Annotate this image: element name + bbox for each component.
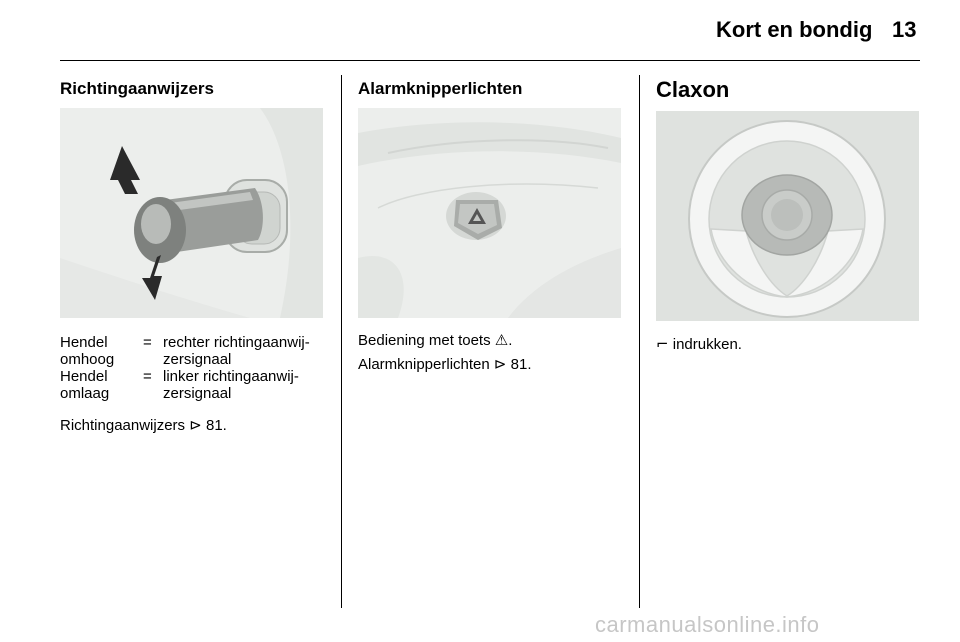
definition-separator: = <box>143 368 152 385</box>
horn-instruction: ⌐ indrukken. <box>656 335 742 353</box>
definition-separator: = <box>143 334 152 351</box>
column-divider-1 <box>341 75 342 608</box>
horn-heading: Claxon <box>656 77 730 102</box>
hazard-lights-heading: Alarmknipperlichten <box>358 79 523 98</box>
turn-signal-heading: Richtingaanwijzers <box>60 79 214 98</box>
page-reference-icon: ⊳ <box>189 416 202 434</box>
definition-description: rechter richtingaanwij- zersignaal <box>163 334 310 368</box>
column-divider-2 <box>639 75 640 608</box>
horn-icon: ⌐ <box>656 335 669 353</box>
hazard-instruction: Bediening met toets ⚠. <box>358 331 513 349</box>
horn-illustration <box>656 111 919 321</box>
definition-term: Hendel omlaag <box>60 368 110 402</box>
turn-signal-reference: Richtingaanwijzers ⊳ 81. <box>60 416 227 434</box>
header-divider <box>60 60 920 61</box>
hazard-reference: Alarmknipperlichten ⊳ 81. <box>358 355 532 373</box>
turn-signal-illustration <box>60 108 323 318</box>
watermark: carmanualsonline.info <box>595 612 820 637</box>
section-title: Kort en bondig <box>716 17 873 42</box>
hazard-warning-icon: ⚠ <box>494 331 509 349</box>
definition-description: linker richtingaanwij- zersignaal <box>163 368 299 402</box>
hazard-lights-illustration <box>358 108 621 318</box>
page-number: 13 <box>892 17 917 42</box>
definition-term: Hendel omhoog <box>60 334 115 368</box>
page-reference-icon: ⊳ <box>493 355 507 373</box>
